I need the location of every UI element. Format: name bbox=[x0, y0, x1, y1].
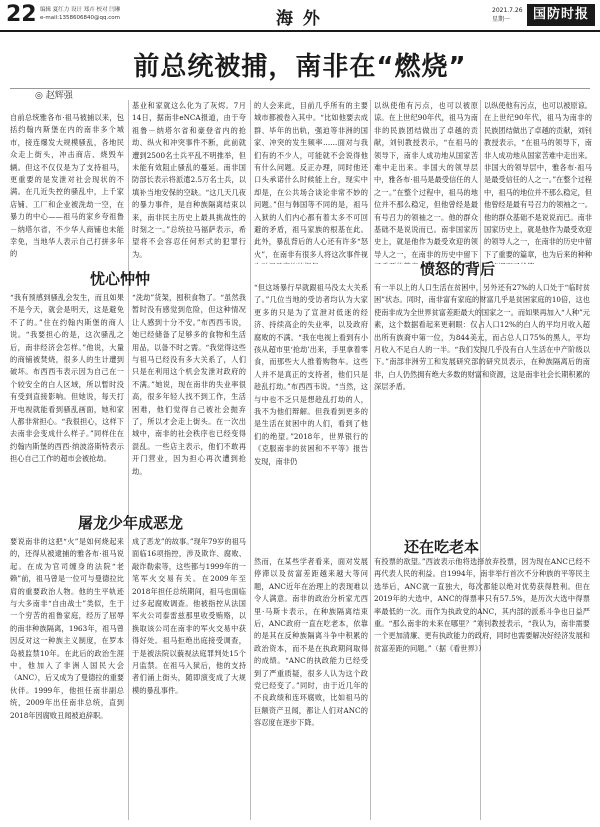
article-column: “我有预感到骚乱会发生，而且如果不是今天，就会是明天，这是避免不了的。”住在约翰内斯堡的商人说。“我要担心的是，这次骚乱之后，南非经济会怎样。”他说，大量的商铺被焚烧，很多人的生计遭到破坏。布西西韦表示因为自己在一个较安全的白人区域，所以暂时没有受到直接影响。但她说，每天打开电视就能看到骚乱画面，她和家人都非常担心。“我很担心，这样下去南非会变成什么样子。”同样住在约翰内斯堡的西西·纳波洛斯特表示担心自己工作的超市会被抢劫。 bbox=[10, 293, 124, 464]
headline-rule bbox=[10, 88, 590, 89]
editor-line: 编辑 夏红力 设计 郑卉 校对 闫琳 bbox=[40, 7, 121, 13]
page-number: 22 bbox=[6, 2, 37, 27]
article-column: 以纵使他有污点，也可以被原谅。在上世纪90年代，祖马为南非的民族团结做出了卓越的贡献，刘钊教授表示，“在祖马的领导下，南非人成功地从国家苦难中走出来。非国大的领导层中，雅各布·祖马是最受信任的人之一。”在整个过程中，祖马的地位并不那么稳定，但他曾经是最有号召力的领袖之一。他的群众基础不是说说而已。南非国家历史上，就是他作为最受欢迎的领导人之一，在南非的历史中留下 bbox=[374, 101, 478, 259]
headline: 前总统被捕，南非在“燃烧” bbox=[133, 52, 467, 82]
column-divider bbox=[370, 100, 371, 820]
article-column: 有投票的欲望。”西波表示他将选择放弃投票，因为现在ANC已经不再代表人民的利益。自1994年，南非举行首次不分种族的平等民主选举后，ANC就一直独大，每次都能以绝对优势获得胜利。但在2019年的大选中，ANC的得票率只有57.5%，是历次大选中得票率最低的一次。而作为执政党的ANC，其内部的派系斗争也日益严重。“那么南非的未来在哪里？”刘钊教授表示，“我认为，南非需要一个更加清廉、更有执政能力的政府，同时也需要解决好经济发展和贫富差距的问题。”（据《看世界》） bbox=[374, 557, 590, 653]
subhead-anger: 愤怒的背后 bbox=[420, 260, 496, 278]
article-column: “但这场暴行早就跟祖马没太大关系了。”几位当地的受访者均认为大家更多的只是为了宣泄对低迷的经济、持续高企的失业率，以及政府腐败的不满。“我在电视上看到有小孩从超市里‘抢劫’出来，手里拿着零食，而那些大人推着购物车。这些人并不是真正的支持者，他们只是趁乱打劫。”布西西韦说。“当然，这与中也不乏只是想趁乱打劫的人，我不为他们辩解。但我看到更多的是生活在贫困中的人们，看到了他们的绝望。”2018年，世界银行的《克服南非的贫困和不平等》报告发现，南非仍 bbox=[254, 283, 368, 466]
article-column: “洗劫”货架，囤积食物了。“虽然我暂时没有感觉到危险，但这种情况让人感到十分不安。”布西西韦说，她已经储备了足够多的食物和生活用品，以备不时之需。“我觉得这些与祖马已经没有多大关系了，人们只是在利用这个机会发泄对政府的不满。”她说，现在南非的失业率很高，很多年轻人找不到工作，生活困难，他们觉得自己被社会抛弃了，所以才会走上街头。在一次出城中，南非的社会秩序也已经变得混乱。一些店主表示，他们不敢再开门营业，因为担心再次遭到抢劫。 bbox=[132, 293, 246, 476]
section-title: 海 外 bbox=[276, 9, 322, 29]
article-column: 基业和家就这么化为了灰烬。7月14日，据南非eNCA报道，由于夸祖鲁－纳塔尔省和豪登省内的抢劫、纵火和冲突事件不断，此前就遭到2500名士兵平乱不明推举，但未能有效阻止骚乱的蔓延。南非国防部长表示将派遣2.5万名士兵，以填补当地安保的空缺。“这几天几夜的暴力事件，是自种族隔离结束以来，南非民主历史上最具挑战性的时刻之一。”总统拉马福萨表示，希望将不会容忍任何形式的犯罪行为。 bbox=[132, 101, 246, 259]
article-column: 以纵使他有污点，也可以被原谅。在上世纪90年代，祖马为南非的民族团结做出了卓越的贡献，刘钊教授表示，“在祖马的领导下，南非人成功地从国家苦难中走出来。非国大的领导层中，雅各布·祖马是最受信任的人之一。”在整个过程中，祖马的地位并不那么稳定，但他曾经是最有号召力的领袖之一。他的群众基础不是说说而已。南非国家历史上，就是他作为最受欢迎的领导人之一，在南非的历史中留下了重要的篇章，也为后来的种种 bbox=[484, 101, 592, 259]
subhead-anc: 还在吃老本 bbox=[404, 538, 480, 556]
editor-credits bbox=[40, 6, 120, 22]
article-column: 的人会来此，目前几乎所有的主要城市都被卷入其中。“比如他要去成群、毕年的出轨，强迫等非洲的国家、冲突的发生频率……面对与我们有的不少人，可能就不会说得他有什么问题。反正办理，同时他还口头承诺什么时候能上台，现实中却是，在公共场合谈论非常不妙的问题。”但与韩国等不同的是，祖马入狱的人们内心都有着太多不可回避的矛盾，祖马家族的根基在此。此外，暴乱背后的人心还有许多“怒火”，在南非有很多人将这次事件视 bbox=[254, 101, 368, 259]
article-column: 有一半以上的人口生活在贫困中，另外还有27%的人口处于“临时贫困”状态。同时，南非富有家庭的财富几乎是贫困家庭的10倍，这也使南非成为全世界贫富差距最大的国家之一。而如果再加入“人种”元素，这个数据看起来更刺眼：仅占人口12%的白人的平均月收入超出所有族裔中第一位，为844美元，而占总人口75%的黑人，平均月收入不足白人的一半。“我们发现几乎没有白人生活在中产阶级以下。”南部非洲劳工和发展研究部的研究员表示，在种族隔离后的南非，白人仍然拥有绝大多数的财富和资源，这是南非社会长期积累的深层矛盾。 bbox=[374, 283, 590, 392]
article-column: 要说南非的这把“火”是如何烧起来的，还得从被逮捕的雅各布·祖马说起。在成为官司缠身的法院“老赖”前，祖马曾是一位可与曼德拉比肩的重要政治人物。他的生平轨迹与大多南非“自由战士”类似，生于一个穷苦的祖鲁家庭，经历了屈辱的南非种族隔离，1963年，祖马曾因反对这一种族主义制度，在罗本岛被监禁10年。在此后的政治生涯中，他加入了非洲人国民大会（ANC），后又成为了曼德拉的重要伙伴。1999年，他担任南非副总统，2009年出任南非总统，直到2018年因腐败丑闻被迫辞职。 bbox=[10, 537, 124, 720]
subhead-worry: 忧心忡忡 bbox=[90, 270, 151, 288]
article-column: 然而，在某些学者看来，面对发展停滞以及贫富差距越来越大等问题，ANC近年在治理上的表现难以令人满意。南非的政治分析家尤西里·马斯卡表示，在种族隔离结束后，ANC政府一直在吃老本，依靠的是其在反种族隔离斗争中积累的政治资本，而不是在执政期间取得的成绩。“ANC的执政能力已经受到了严重质疑，很多人认为这个政党已经变了。”同时，由于近几年的不良政绩和连环腐败，比如祖马的巨额资产丑闻，都让人们对ANC的容忍度在逐步下降。 bbox=[254, 557, 368, 728]
issue-date bbox=[492, 6, 523, 24]
author-byline: ◎ 赵辉强 bbox=[35, 91, 73, 101]
column-divider bbox=[128, 100, 129, 820]
article-column: 自前总统雅各布·祖马被捕以来，包括约翰内斯堡在内的南非多个城市，接连爆发大规模骚乱，各地民众走上街头，冲击商店、烧毁车辆。但这不仅仅是为了支持祖马，更重要的是发泄对社会现状的不满。在几近失控的骚乱中，上千家店铺、工厂和企业被洗劫一空，在暴力的中心——祖马的家乡夸祖鲁－纳塔尔省，不少华人商铺也未能幸免，当地华人表示自己打拼多年的 bbox=[10, 113, 124, 259]
subhead-teen: 屠龙少年成恶龙 bbox=[78, 514, 184, 532]
weekday-text: 星期一 bbox=[492, 16, 511, 23]
article-column: 成了恶龙”的故事。”现年79岁的祖马面临16项指控，涉及欺诈、腐败、敲诈勒索等，这些都与1999年的一笔军火交易有关。在2009年至2018年担任总统期间，祖马也面临过多起腐败调查。他被指控从法国军火公司泰雷兹那里收受贿赂，以换取该公司在南非的军火交易中获得好处。祖马拒绝出庭接受调查，于是被法院以藐视法庭罪判处15个月监禁。在祖马入狱后，他的支持者们涌上街头，随即演变成了大规模的暴乱事件。 bbox=[132, 537, 246, 695]
date-text: 2021.7.26 bbox=[492, 7, 523, 14]
column-divider bbox=[250, 100, 251, 820]
email: e-mail:1358606840@qq.com bbox=[40, 15, 120, 21]
masthead-logo: 国防时报 bbox=[527, 4, 595, 26]
page-header bbox=[0, 0, 600, 32]
